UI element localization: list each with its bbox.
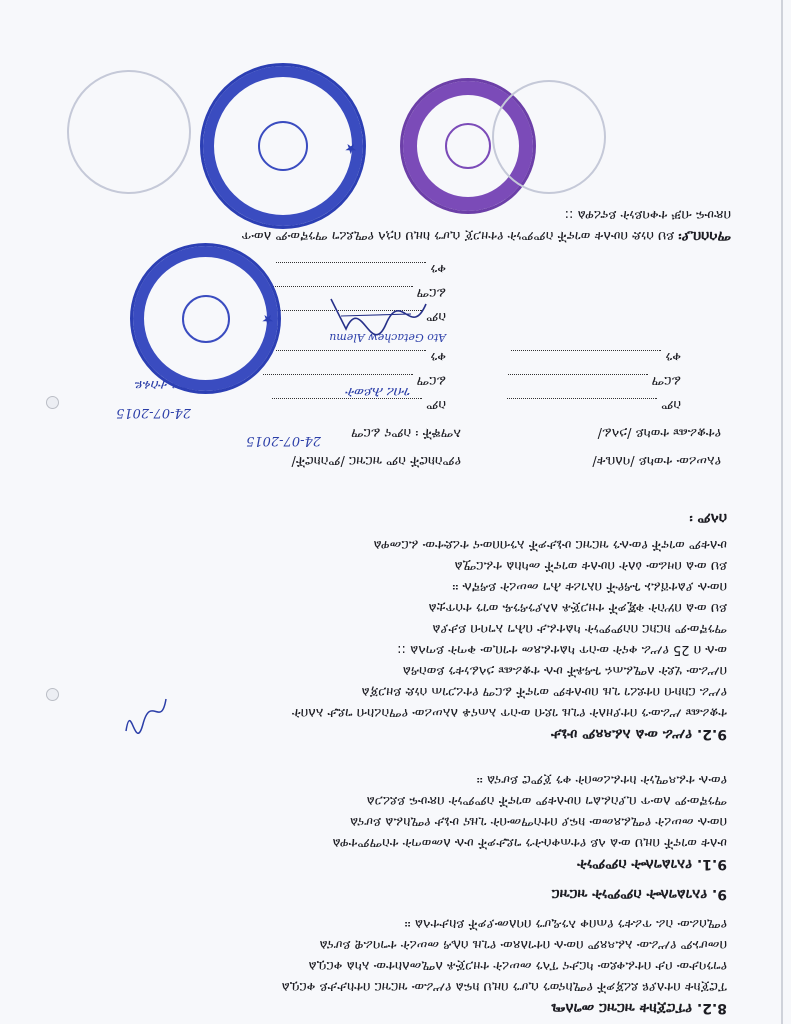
- witness-title: የምስክሮች ስም ዝርዝር /ምስክሮች/: [291, 453, 461, 468]
- date-line-1: [511, 349, 681, 364]
- paragraph-line: ይህ ውል በሦስት ቅጂዎች ተዘጋጅቶ ለእያንዳንዱ ወገን ተሰጥቷል: [428, 600, 727, 615]
- faint-stamp-left: [67, 70, 191, 194]
- party1-title: የአሠሪው ተወካይ /ባለቤቱ/: [592, 453, 721, 468]
- footer-note-line-2: በጽሁፍ ብቻ ተቀባይነት ይኖረዋል ::: [564, 207, 731, 222]
- date-label: ቀን: [430, 349, 446, 364]
- handwritten-date-1: 24-07-2015: [116, 405, 191, 420]
- signature-label: ፊርማ: [416, 373, 446, 388]
- handwritten-date-2: 24-07-2015: [246, 433, 321, 448]
- stamp-star-icon: ★: [261, 311, 274, 327]
- footer-note: [61, 204, 731, 246]
- section-9-heading: 9. የአገልግሎት ስምምነት ዝርዝር: [551, 886, 727, 902]
- section-9-1-heading: 9.1. የአገልግሎት ስምምነት: [577, 856, 727, 872]
- paragraph-line: ማንኛውም ለውጥ ቢያስፈልግ በሁለቱም ወገኖች ስምምነት በጽሁፍ ይደረጋል: [366, 793, 727, 808]
- section-8-2-heading: 8.2. የፕሮጀክቱ ዝርዝር መግለጫ: [550, 1000, 727, 1016]
- party2-title: የተቋራጩ ተወካይ /ኃላፊ/: [597, 425, 721, 440]
- section-9: [77, 883, 727, 904]
- paragraph-line: የሥራ ርክክብ በተደረገ ጊዜ በሁለቱም ወገኖች ፊርማ የተረጋገጠ ሰነድ ይዘጋጃል: [361, 684, 727, 699]
- handwritten-name-2: ገብረ ሕይወት: [346, 384, 411, 399]
- name-dotted-line: [507, 398, 657, 411]
- handwritten-name-1: ሰለሞን ተስፋዬ: [135, 377, 206, 392]
- paragraph-line: የግንባታው ቦታ በተፈቀደው ካርታና ፕላን መሠረት ተዘጋጅቶ ለሚመለከተው አካል ቀርቧል: [308, 958, 727, 973]
- witness2-title: እማኞች ፡ ስምና ፊርማ: [351, 425, 461, 440]
- blue-stamp-upper: [200, 63, 366, 229]
- section-9-1: [77, 769, 727, 874]
- stamp-star-icon: ★: [344, 140, 357, 156]
- paragraph-line: ይህ ውል በዛሬው ዕለት በሁለቱ ወገኖች መካከል ተፈርሟል: [454, 558, 727, 573]
- paragraph-line: የውሉ ተፈጻሚነት ከተፈረመበት ቀን ጀምሮ ይሆናል ።: [476, 772, 727, 787]
- paragraph-line: ውሉ በ 25 የሥራ ቀናት ውስጥ ካልተፈጸመ ተገቢው ቅጣት ይጣላል ::: [397, 642, 727, 657]
- closing-heading: ሰላም ፡: [689, 510, 727, 526]
- footer-note-line-1: [61, 225, 731, 246]
- name-label: ስም: [426, 397, 446, 412]
- signature-scribble: [321, 284, 431, 344]
- name-dotted-line: [272, 398, 422, 411]
- section-9-2: [77, 507, 727, 744]
- signature-label: ፊርማ: [416, 285, 446, 300]
- name-line-1: [507, 397, 681, 412]
- paragraph-line: ማንኛውም ክርክር በስምምነት ካልተፈታ በሕግ አግባብ ይታያል: [432, 621, 727, 636]
- name-label: ስም: [426, 309, 446, 324]
- section-8-2: [77, 913, 727, 1018]
- paragraph-line: ፕሮጀክቱ በተለያዩ ደረጃዎች የሚከናወን ሲሆን በዚህ ክፍል የሥራው ዝርዝር በተከታታይ ቀርቧል: [281, 979, 727, 994]
- paragraph-line: በውሉ መሠረት የሚፈጸመው ክፍያ በተስማሙበት ጊዜና ሁኔታ የሚከፈል ይሆናል: [349, 814, 727, 829]
- witness-date-line: [276, 349, 446, 364]
- paragraph-line: የሚሰራው ስራ ጥራቱን የጠበቀ እንዲሆን በባለሙያዎች ይከታተላል ።: [404, 916, 727, 931]
- paragraph-line: ሁለቱ ወገኖች በዚህ ውል ላይ የተጠቀሱትን ግዴታዎች ሁሉ ለመወጣት ተስማምተዋል: [332, 835, 727, 850]
- date-label: ቀን: [665, 349, 681, 364]
- date-dotted-line: [276, 262, 426, 275]
- stamp-emblem: [258, 121, 308, 171]
- footer-note-text: ይህ ሰነድ በሁለቱ ወገኖች ስምምነት የተዘጋጀ ሲሆን ከዚህ በኋላ የሚደረግ ማንኛውም ለውጥ: [241, 228, 675, 243]
- faint-stamp-right: [492, 80, 606, 194]
- date-label: ቀን: [430, 261, 446, 276]
- paragraph-line: በመሆኑም የሥራው አፈጻጸም በውሉ በተገለጸው የጊዜ ሰሌዳ መሠረት ተግባራዊ ይሆናል: [319, 937, 727, 952]
- section-9-2-heading: 9.2. የሥራ ውል አፈጻጸም ሁኔታ: [551, 726, 727, 742]
- date-dotted-line: [276, 350, 426, 363]
- signature-line-1: [508, 373, 681, 388]
- blue-stamp-lower: [130, 243, 281, 394]
- stamp-name-text: Ato Getachew Alemu: [329, 331, 446, 344]
- name-label: ስም: [661, 397, 681, 412]
- initials-scribble: [121, 689, 171, 739]
- date-dotted-line: [511, 350, 661, 363]
- paragraph-line: ተቋራጩ ሥራውን በተያዘለት የጊዜ ገደብ ውስጥ አጠናቆ ለአሠሪው የማስረከብ ግዴታ አለበት: [291, 705, 727, 720]
- witness-name-line: [272, 397, 446, 412]
- stamp-emblem: [445, 123, 491, 169]
- paragraph-line: በሥራው ሂደት ለሚፈጠሩ ጉዳቶች ሁሉ ተቋራጩ ኃላፊነቱን ይወስዳል: [402, 663, 727, 678]
- stamp-emblem: [182, 295, 230, 343]
- date-line-2: [276, 261, 446, 276]
- paragraph-line: ሁለቱም ወገኖች የውሉን ዝርዝር ሁኔታዎች አንብበውና ተረድተው ፈርመዋል: [373, 537, 727, 552]
- signature-label: ፊርማ: [651, 373, 681, 388]
- footer-note-label: ማሳሰቢያ፡: [678, 228, 731, 244]
- paragraph-line: በውሉ ያልተሸፈኑ ጉዳዮች በአገሪቱ ሕግ መሠረት ይዳኛሉ ።: [452, 579, 727, 594]
- signature-dotted-line: [508, 374, 648, 387]
